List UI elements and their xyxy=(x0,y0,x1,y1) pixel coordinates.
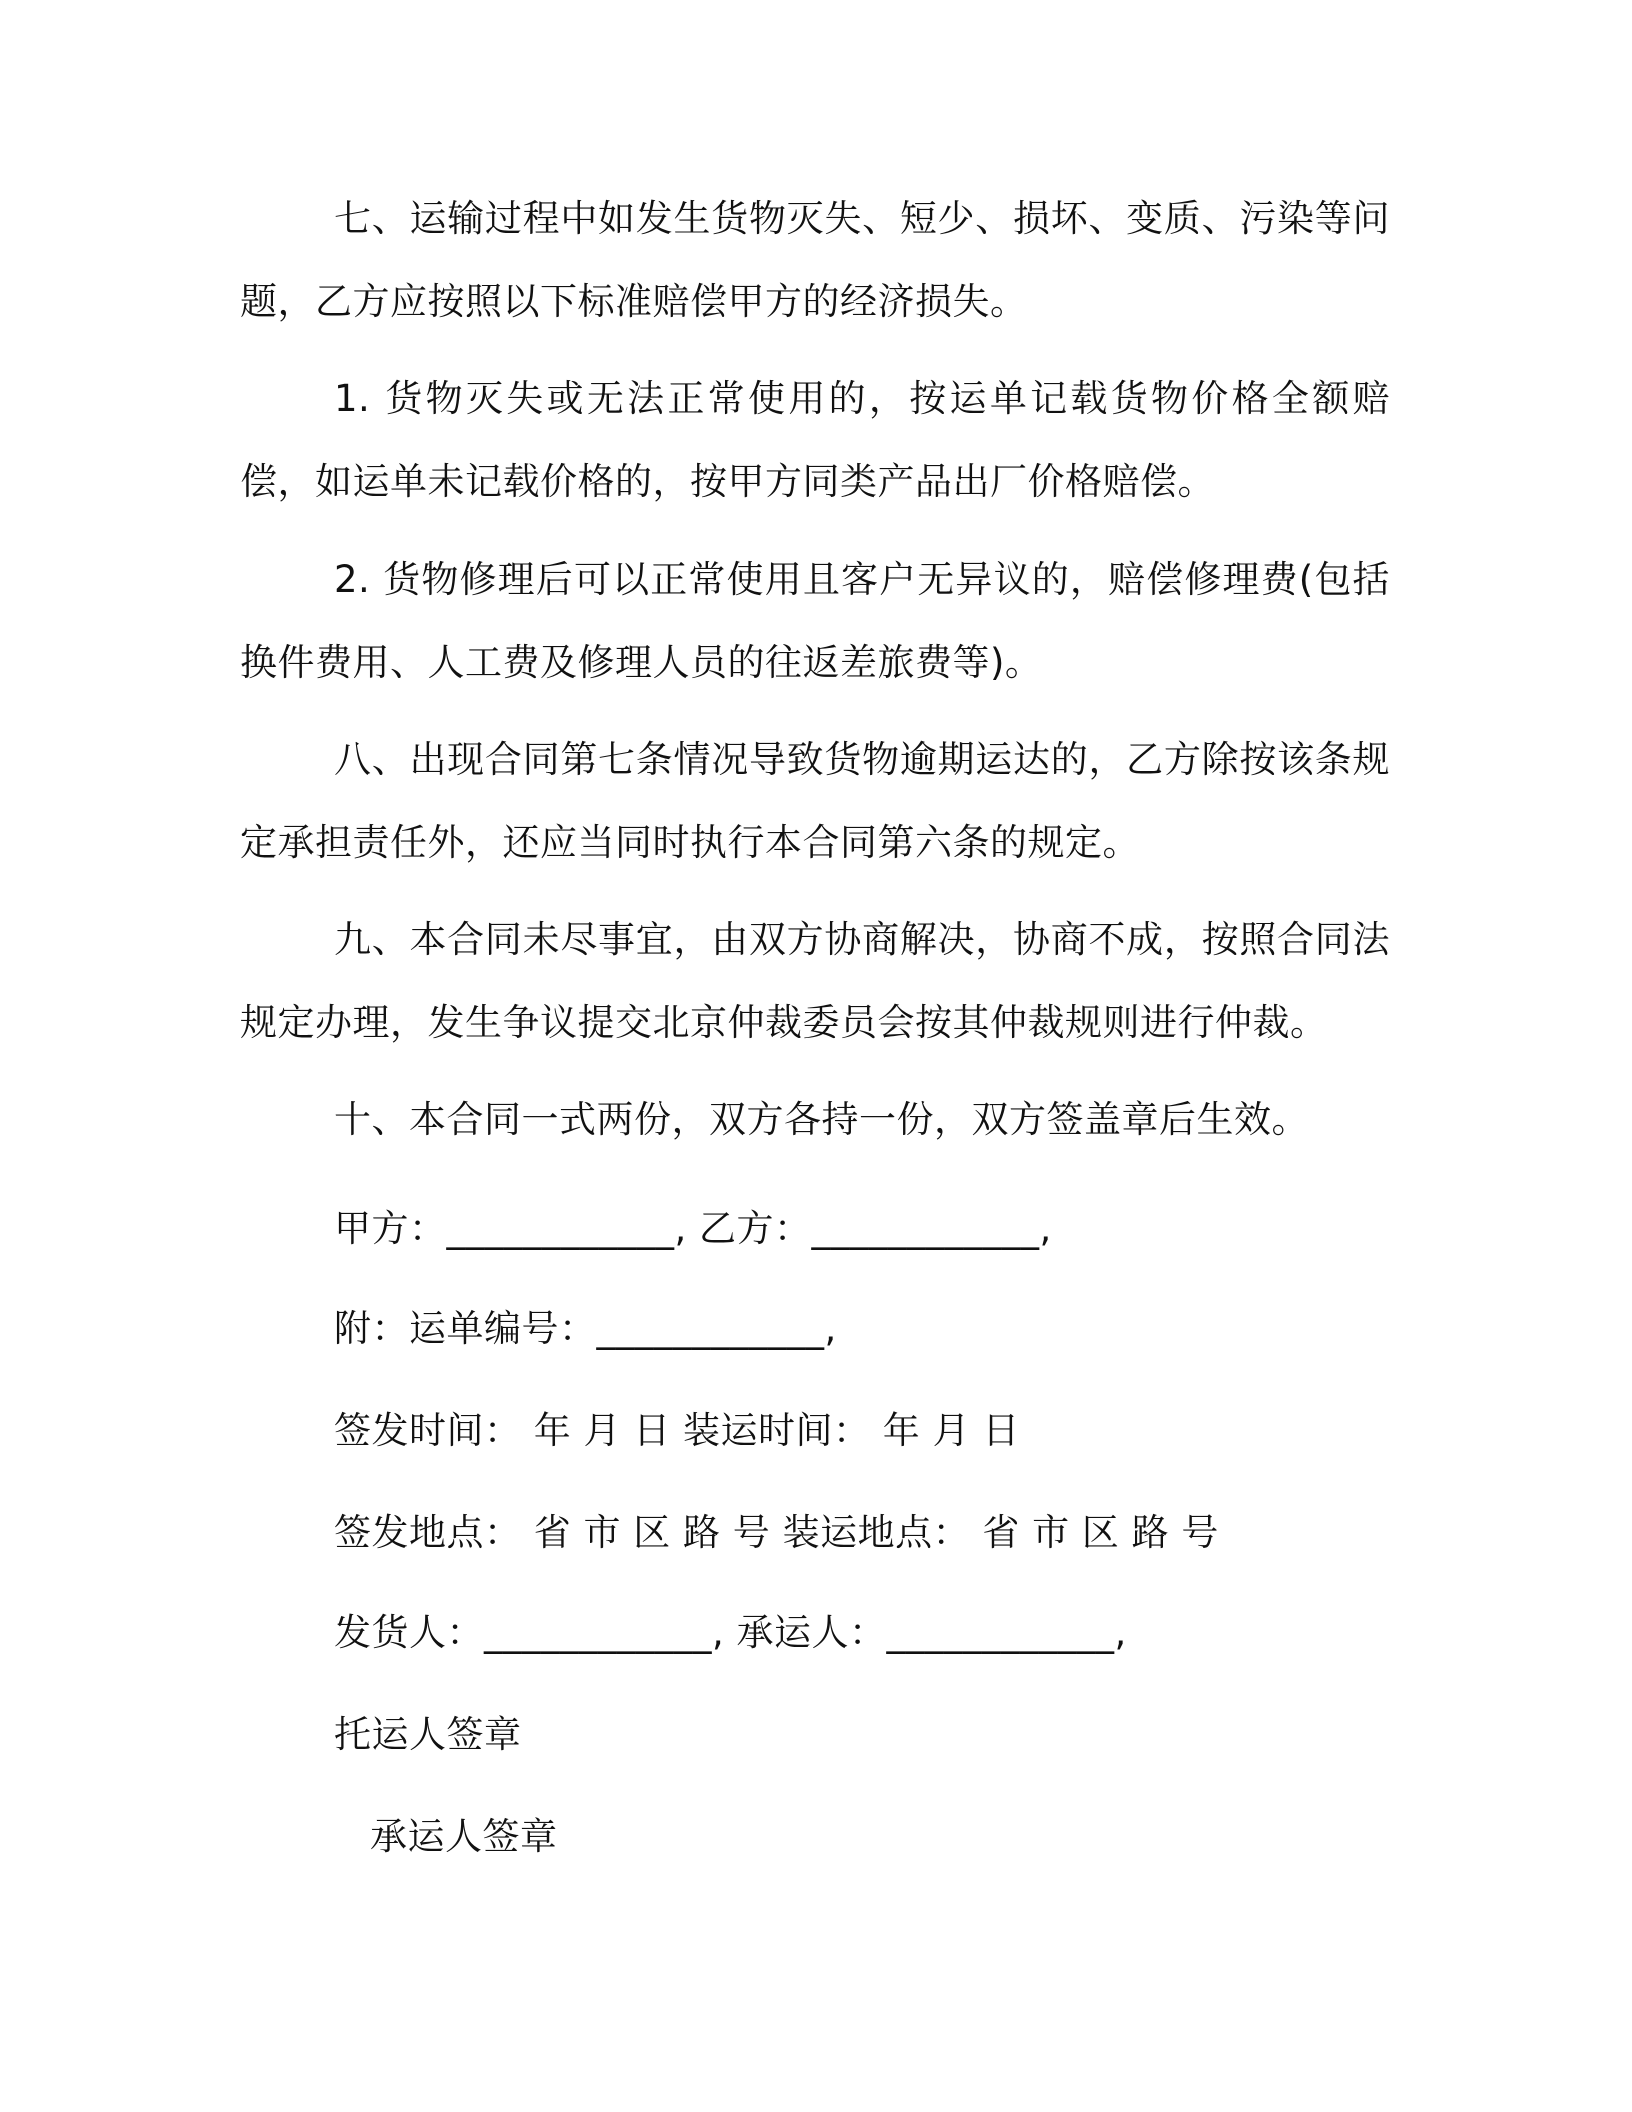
parties-line: 甲方：____________, 乙方：____________, xyxy=(334,1207,1052,1250)
clause-nine: 九、本合同未尽事宜，由双方协商解决，协商不成，按照合同法规定办理，发生争议提交北京仲裁委员会按其仲裁规则进行仲裁。 xyxy=(240,918,1390,1044)
waybill-number-line: 附：运单编号：____________, xyxy=(334,1307,837,1350)
shipper-and-carrier-line: 发货人：____________, 承运人：____________, xyxy=(334,1611,1127,1654)
clause-seven-item-2: 2. 货物修理后可以正常使用且客户无异议的，赔偿修理费(包括换件费用、人工费及修理人员的往返差旅费等)。 xyxy=(240,558,1390,684)
clause-seven-item-1: 1. 货物灭失或无法正常使用的，按运单记载货物价格全额赔偿，如运单未记载价格的，按甲方同类产品出厂价格赔偿。 xyxy=(240,377,1390,503)
issue-and-loading-place-line: 签发地点： 省 市 区 路 号 装运地点： 省 市 区 路 号 xyxy=(334,1511,1219,1554)
shipper-signature-label: 托运人签章 xyxy=(334,1713,522,1756)
issue-and-loading-time-line: 签发时间： 年 月 日 装运时间： 年 月 日 xyxy=(334,1409,1020,1452)
clause-eight: 八、出现合同第七条情况导致货物逾期运达的，乙方除按该条规定承担责任外，还应当同时执行本合同第六条的规定。 xyxy=(240,738,1390,864)
clause-seven: 七、运输过程中如发生货物灭失、短少、损坏、变质、污染等问题，乙方应按照以下标准赔偿甲方的经济损失。 xyxy=(240,197,1390,323)
clause-ten: 十、本合同一式两份，双方各持一份，双方签盖章后生效。 xyxy=(334,1098,1309,1141)
carrier-signature-label: 承运人签章 xyxy=(370,1815,558,1858)
